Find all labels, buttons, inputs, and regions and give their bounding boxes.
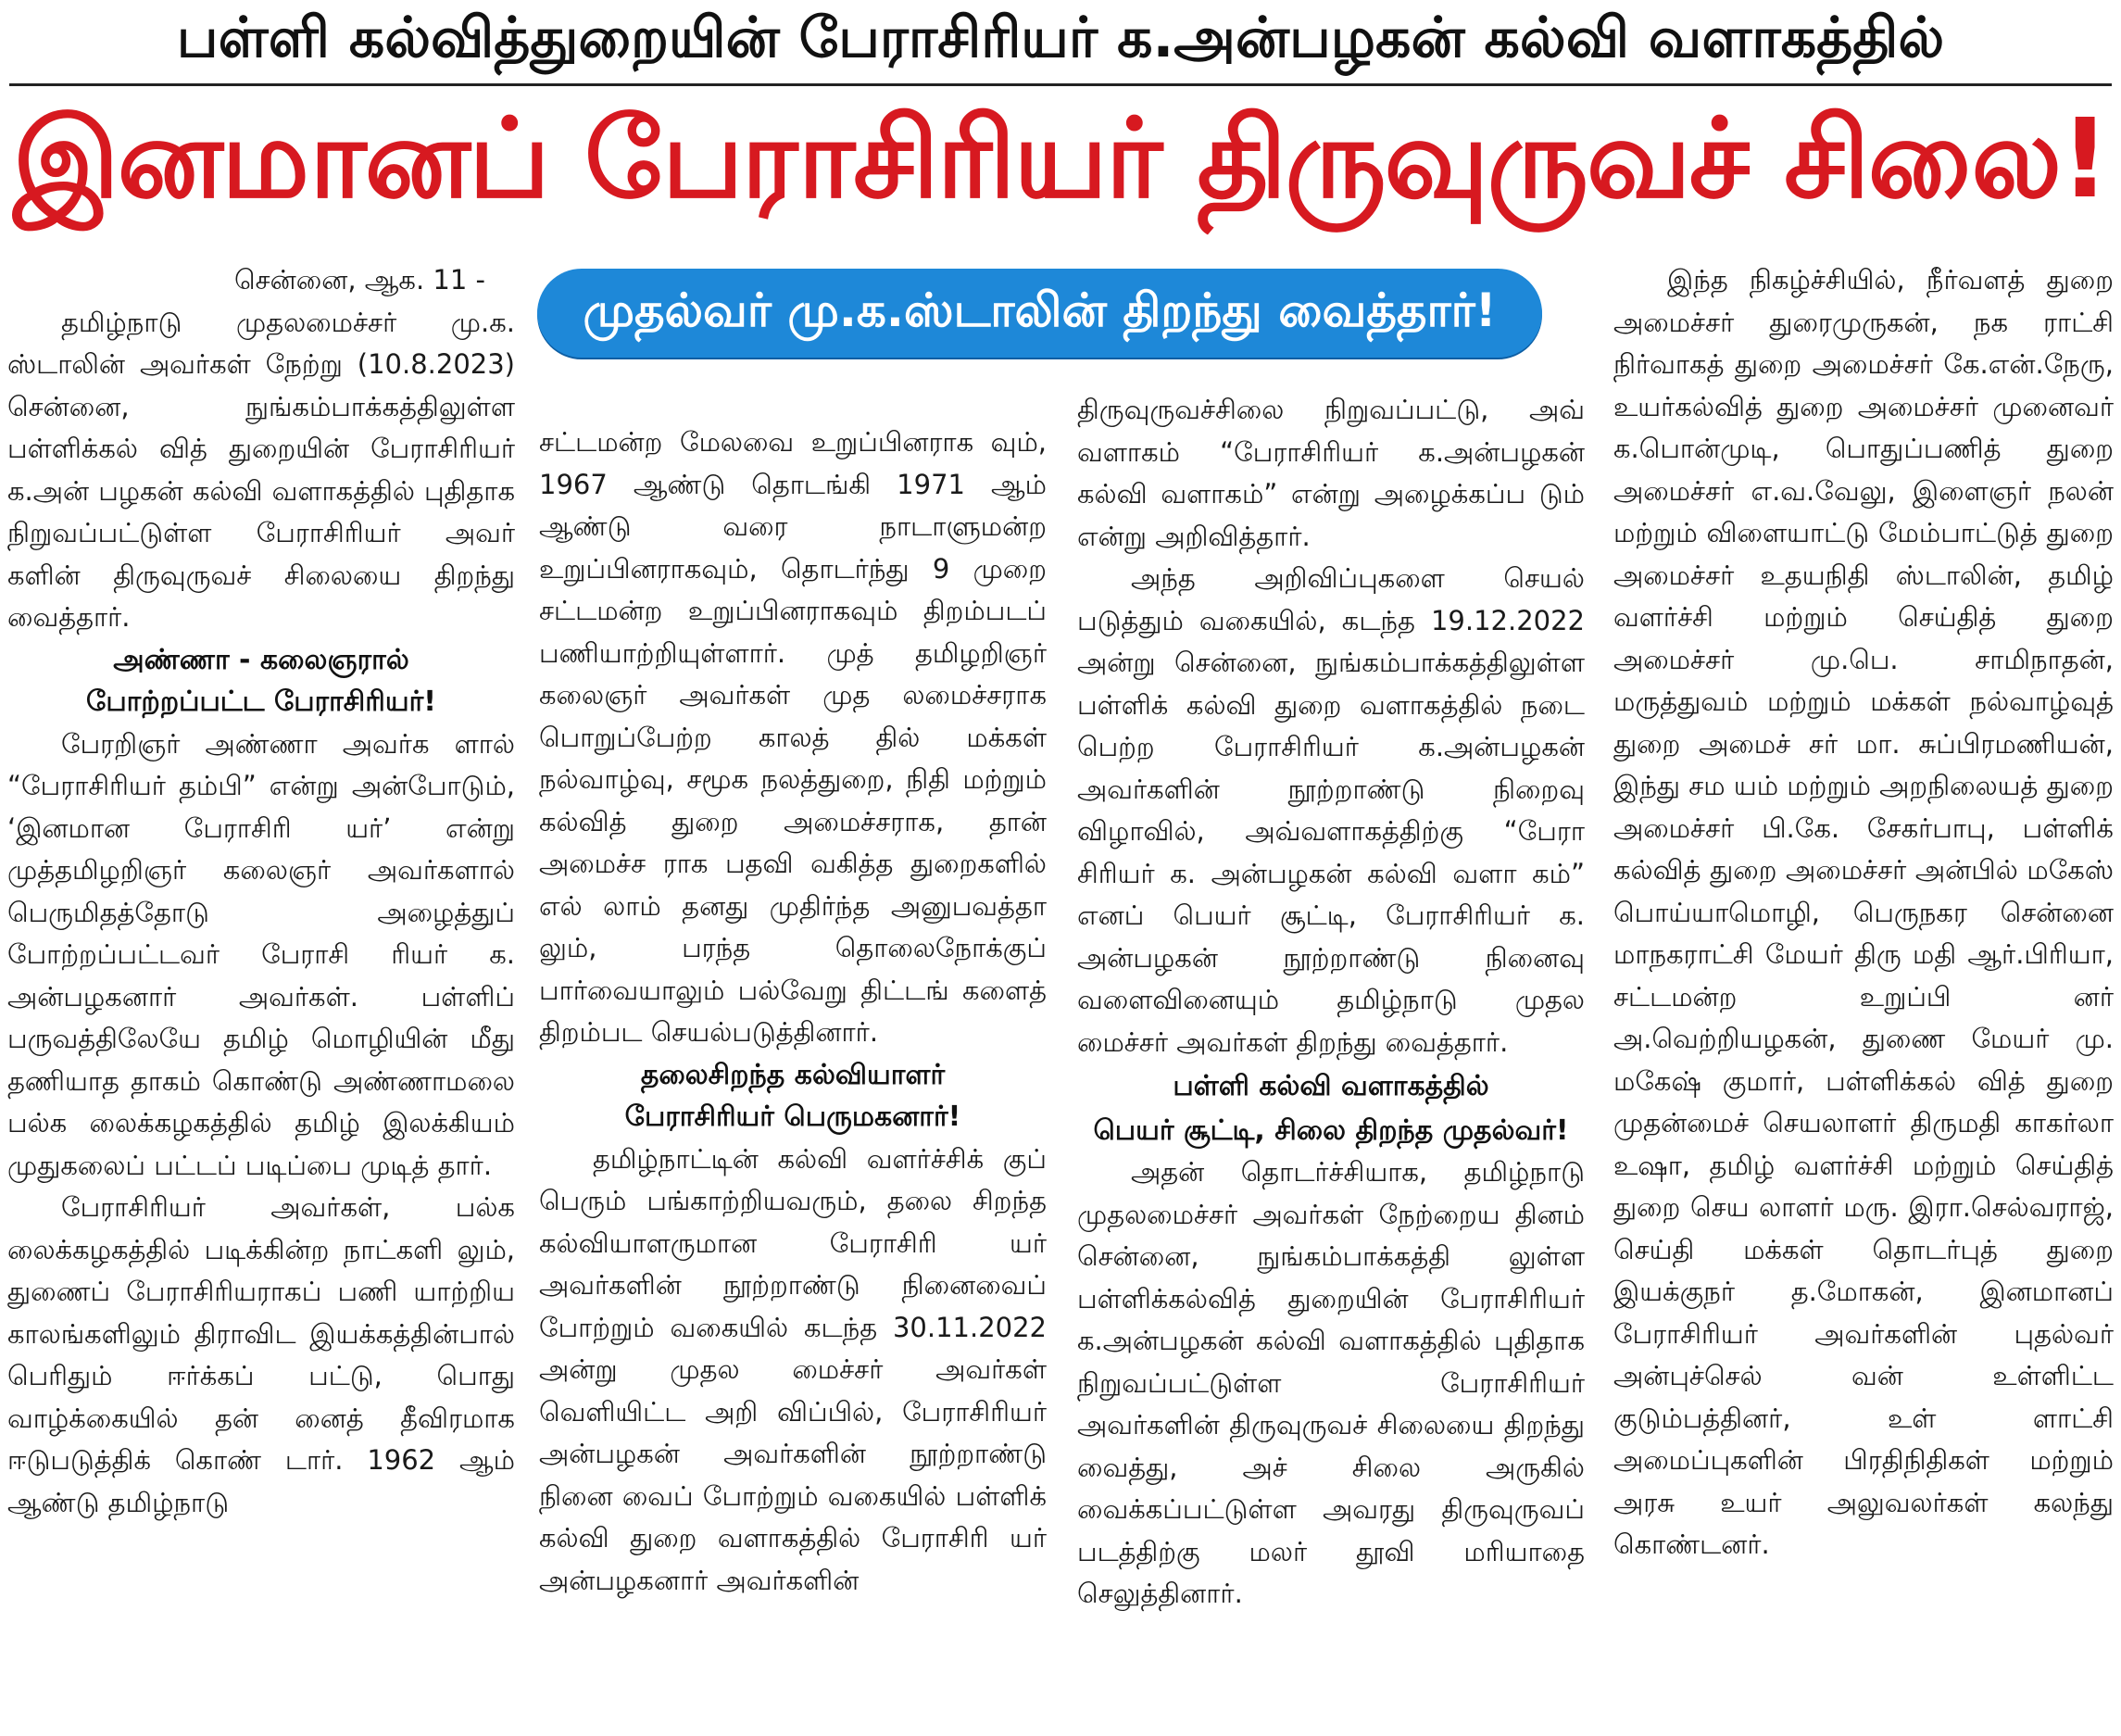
dateline: சென்னை, ஆக. 11 - [234,264,485,296]
paragraph: அதன் தொடர்ச்சியாக, தமிழ்நாடு முதலமைச்சர் அவர்கள் நேற்றைய தினம் சென்னை, நுங்கம்பாக்கத்தி லுள்ள பள்ளிக்கல்வித் துறையின் பேராசிரியர் க.அன்பழகன் கல்வி வளாகத்தில் புதிதாக நிறுவப்பட்டுள்ள பேராசிரியர் அவர்களின் திருவுருவச் சிலையை திறந்து வைத்து, அச் சிலை அருகில் வைக்கப்பட்டுள்ள அவரது திருவுருவப் படத்திற்கு மலர் தூவி மரியாதை செலுத்தினார். [1077,1156,1585,1609]
article-column-4 [1613,259,2114,1566]
article-column-1 [7,259,515,1524]
article-column-2 [539,421,1047,1602]
kicker-headline: பள்ளி கல்வித்துறையின் பேராசிரியர் க.அன்பழகன் கல்வி வளாகத்தில் [176,6,1945,70]
section-subheading: பள்ளி கல்வி வளாகத்தில் [1173,1070,1489,1102]
section-subheading: பேராசிரியர் பெருமகனார்! [624,1101,961,1133]
paragraph: திருவுருவச்சிலை நிறுவப்பட்டு, அவ் வளாகம் “பேராசிரியர் க.அன்பழகன் கல்வி வளாகம்” என்று அழைக்கப்ப டும் என்று அறிவித்தார். [1077,394,1585,552]
header-divider [9,83,2112,86]
main-headline: இனமானப் பேராசிரியர் திருவுருவச் சிலை! [12,94,2109,222]
paragraph: தமிழ்நாடு முதலமைச்சர் மு.க. ஸ்டாலின் அவர்கள் நேற்று (10.8.2023) சென்னை, நுங்கம்பாக்கத்திலுள்ள பள்ளிக்கல் வித் துறையின் பேராசிரியர் க.அன் பழகன் கல்வி வளாகத்தில் புதிதாக நிறுவப்பட்டுள்ள பேராசிரியர் அவர் களின் திருவுருவச் சிலையை திறந்து வைத்தார். [7,306,515,633]
section-subheading: போற்றப்பட்ட பேராசிரியர்! [86,686,436,718]
paragraph: அந்த அறிவிப்புகளை செயல் படுத்தும் வகையில், கடந்த 19.12.2022 அன்று சென்னை, நுங்கம்பாக்கத்திலுள்ள பள்ளிக் கல்வி துறை வளாகத்தில் நடை பெற்ற பேராசிரியர் க.அன்பழகன் அவர்களின் நூற்றாண்டு நிறைவு விழாவில், அவ்வளாகத்திற்கு “பேரா சிரியர் க. அன்பழகன் கல்வி வளா கம்” எனப் பெயர் சூட்டி, பேராசிரியர் க. அன்பழகன் நூற்றாண்டு நினைவு வளைவினையும் தமிழ்நாடு முதல மைச்சர் அவர்கள் திறந்து வைத்தார். [1077,562,1585,1058]
subheadline-banner: முதல்வர் மு.க.ஸ்டாலின் திறந்து வைத்தார்! [537,269,1542,358]
paragraph: பேராசிரியர் அவர்கள், பல்க லைக்கழகத்தில் படிக்கின்ற நாட்களி லும், துணைப் பேராசிரியராகப் பணி யாற்றிய காலங்களிலும் திராவிட இயக்கத்தின்பால் பெரிதும் ஈர்க்கப் பட்டு, பொது வாழ்க்கையில் தன் னைத் தீவிரமாக ஈடுபடுத்திக் கொண் டார். 1962 ஆம் ஆண்டு தமிழ்நாடு [7,1191,515,1518]
section-subheading: அண்ணா - கலைஞரால் [113,643,409,676]
paragraph: இந்த நிகழ்ச்சியில், நீர்வளத் துறை அமைச்சர் துரைமுருகன், நக ராட்சி நிர்வாகத் துறை அமைச்சர் கே.என்.நேரு, உயர்கல்வித் துறை அமைச்சர் முனைவர் க.பொன்முடி, பொதுப்பணித் துறை அமைச்சர் எ.வ.வேலு, இளைஞர் நலன் மற்றும் விளையாட்டு மேம்பாட்டுத் துறை அமைச்சர் உதயநிதி ஸ்டாலின், தமிழ் வளர்ச்சி மற்றும் செய்தித் துறை அமைச்சர் மு.பெ. சாமிநாதன், மருத்துவம் மற்றும் மக்கள் நல்வாழ்வுத் துறை அமைச் சர் மா. சுப்பிரமணியன், இந்து சம யம் மற்றும் அறநிலையத் துறை அமைச்சர் பி.கே. சேகர்பாபு, பள்ளிக் கல்வித் துறை அமைச்சர் அன்பில் மகேஸ் பொய்யாமொழி, பெருநகர சென்னை மாநகராட்சி மேயர் திரு மதி ஆர்.பிரியா, சட்டமன்ற உறுப்பி னர் அ.வெற்றியழகன், துணை மேயர் மு. மகேஷ் குமார், பள்ளிக்கல் வித் துறை முதன்மைச் செயலாளர் திருமதி காகர்லா உஷா, தமிழ் வளர்ச்சி மற்றும் செய்தித் துறை செய லாளர் மரு. இரா.செல்வராஜ், செய்தி மக்கள் தொடர்புத் துறை இயக்குநர் த.மோகன், இனமானப் பேராசிரியர் அவர்களின் புதல்வர் அன்புச்செல் வன் உள்ளிட்ட குடும்பத்தினர், உள் ளாட்சி அமைப்புகளின் பிரதிநிதிகள் மற்றும் அரசு உயர் அலுவலர்கள் கலந்து கொண்டனர். [1613,264,2114,1560]
article-column-3 [1077,389,1585,1616]
paragraph: பேரறிஞர் அண்ணா அவர்க ளால் “பேராசிரியர் தம்பி” என்று அன்போடும், ‘இனமான பேராசிரி யர்’ என்று முத்தமிழறிஞர் கலைஞர் அவர்களால் பெருமிதத்தோடு அழைத்துப் போற்றப்பட்டவர் பேராசி ரியர் க. அன்பழகனார் அவர்கள். பள்ளிப் பருவத்திலேயே தமிழ் மொழியின் மீது தணியாத தாகம் கொண்டு அண்ணாமலை பல்க லைக்கழகத்தில் தமிழ் இலக்கியம் முதுகலைப் பட்டப் படிப்பை முடித் தார். [7,727,515,1181]
section-subheading: தலைசிறந்த கல்வியாளர் [640,1058,946,1091]
paragraph: தமிழ்நாட்டின் கல்வி வளர்ச்சிக் குப் பெரும் பங்காற்றியவரும், தலை சிறந்த கல்வியாளருமான பேராசிரி யர் அவர்களின் நூற்றாண்டு நினைவைப் போற்றும் வகையில் கடந்த 30.11.2022 அன்று முதல மைச்சர் அவர்கள் வெளியிட்ட அறி விப்பில், பேராசிரியர் அன்பழகன் அவர்களின் நூற்றாண்டு நினை வைப் போற்றும் வகையில் பள்ளிக் கல்வி துறை வளாகத்தில் பேராசிரி யர் அன்பழகனார் அவர்களின் [539,1142,1047,1596]
section-subheading: பெயர் சூட்டி, சிலை திறந்த முதல்வர்! [1093,1113,1569,1147]
paragraph: சட்டமன்ற மேலவை உறுப்பினராக வும், 1967 ஆண்டு தொடங்கி 1971 ஆம் ஆண்டு வரை நாடாளுமன்ற உறுப்பினராகவும், தொடர்ந்து 9 முறை சட்டமன்ற உறுப்பினராகவும் திறம்படப் பணியாற்றியுள்ளார். முத் தமிழறிஞர் கலைஞர் அவர்கள் முத லமைச்சராக பொறுப்பேற்ற காலத் தில் மக்கள் நல்வாழ்வு, சமூக நலத்துறை, நிதி மற்றும் கல்வித் துறை அமைச்சராக, தான் அமைச்ச ராக பதவி வகித்த துறைகளில் எல் லாம் தனது முதிர்ந்த அனுபவத்தா லும், பரந்த தொலைநோக்குப் பார்வையாலும் பல்வேறு திட்டங் களைத் திறம்பட செயல்படுத்தினார். [539,426,1047,1048]
